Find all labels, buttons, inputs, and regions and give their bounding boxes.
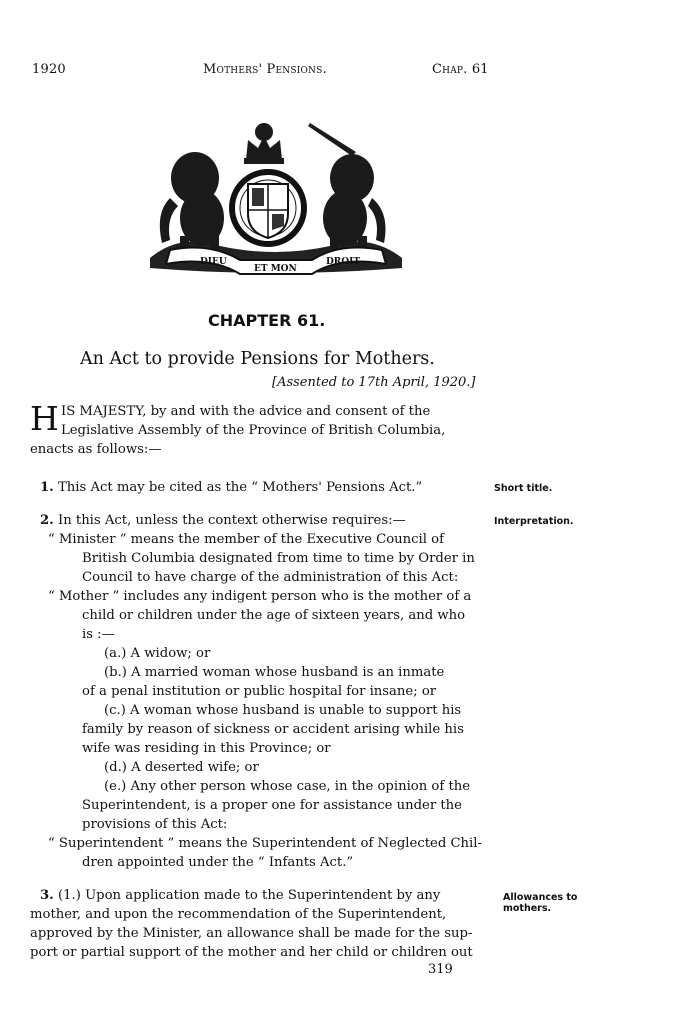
- def-line: provisions of this Act:: [82, 817, 228, 832]
- def-line: (e.) Any other person whose case, in the opinion of the: [104, 779, 471, 794]
- drop-cap: H: [30, 399, 59, 438]
- def-line: family by reason of sickness or accident arising while his: [82, 722, 464, 737]
- def-line: (d.) A deserted wife; or: [104, 760, 259, 775]
- margin-note-mothers: mothers.: [503, 903, 552, 914]
- crown-crest: [244, 123, 284, 164]
- section-3-line: mother, and upon the recommendation of the Superintendent,: [30, 907, 447, 922]
- def-line: Superintendent, is a proper one for assistance under the: [82, 798, 462, 813]
- section-2-intro: In this Act, unless the context otherwise requires:—: [58, 513, 406, 528]
- section-3-number: 3.: [40, 888, 54, 903]
- page-number: 319: [428, 962, 453, 977]
- def-line: “ Mother ” includes any indigent person who is the mother of a: [48, 589, 472, 604]
- def-line: Council to have charge of the administration of this Act:: [82, 570, 459, 585]
- motto-left: DIEU: [200, 257, 227, 267]
- preamble-line-2: Legislative Assembly of the Province of British Columbia,: [61, 423, 446, 438]
- section-1-number: 1.: [40, 480, 54, 495]
- act-title: An Act to provide Pensions for Mothers.: [80, 349, 435, 369]
- def-line: (a.) A widow; or: [104, 646, 211, 661]
- chapter-heading: CHAPTER 61.: [208, 311, 326, 330]
- motto-right: DROIT: [326, 257, 361, 267]
- preamble-line-1: IS MAJESTY, by and with the advice and consent of the: [61, 404, 431, 419]
- margin-note-short-title: Short title.: [494, 483, 553, 494]
- def-line: dren appointed under the “ Infants Act.”: [82, 855, 354, 870]
- page-year: 1920: [32, 62, 66, 77]
- def-line: is :—: [82, 627, 115, 642]
- unicorn-supporter: [308, 123, 386, 258]
- royal-coat-of-arms: [140, 118, 410, 280]
- preamble-line-3: enacts as follows:—: [30, 442, 162, 457]
- section-3-line: (1.) Upon application made to the Superintendent by any: [58, 888, 441, 903]
- section-2-number: 2.: [40, 513, 54, 528]
- def-line: (c.) A woman whose husband is unable to support his: [104, 703, 462, 718]
- margin-note-interpretation: Interpretation.: [494, 516, 574, 527]
- lion-supporter: [160, 152, 224, 258]
- section-1-text: This Act may be cited as the “ Mothers' Pensions Act.”: [58, 480, 423, 495]
- section-3-line: approved by the Minister, an allowance shall be made for the sup-: [30, 926, 473, 941]
- motto-center: ET MON: [254, 264, 297, 274]
- def-line: of a penal institution or public hospital for insane; or: [82, 684, 437, 699]
- def-line: wife was residing in this Province; or: [82, 741, 331, 756]
- assent-date: [Assented to 17th April, 1920.]: [272, 375, 476, 390]
- def-line: child or children under the age of sixteen years, and who: [82, 608, 466, 623]
- running-title: Mothers' Pensions.: [203, 62, 327, 77]
- def-line: “ Minister ” means the member of the Executive Council of: [48, 532, 444, 547]
- def-line: (b.) A married woman whose husband is an inmate: [104, 665, 445, 680]
- margin-note-allowances: Allowances to: [503, 892, 578, 903]
- def-line: British Columbia designated from time to time by Order in: [82, 551, 475, 566]
- section-3-line: port or partial support of the mother and her child or children out: [30, 945, 473, 960]
- chapter-label: Chap. 61: [432, 62, 489, 77]
- def-line: “ Superintendent ” means the Superintendent of Neglected Chil-: [48, 836, 482, 851]
